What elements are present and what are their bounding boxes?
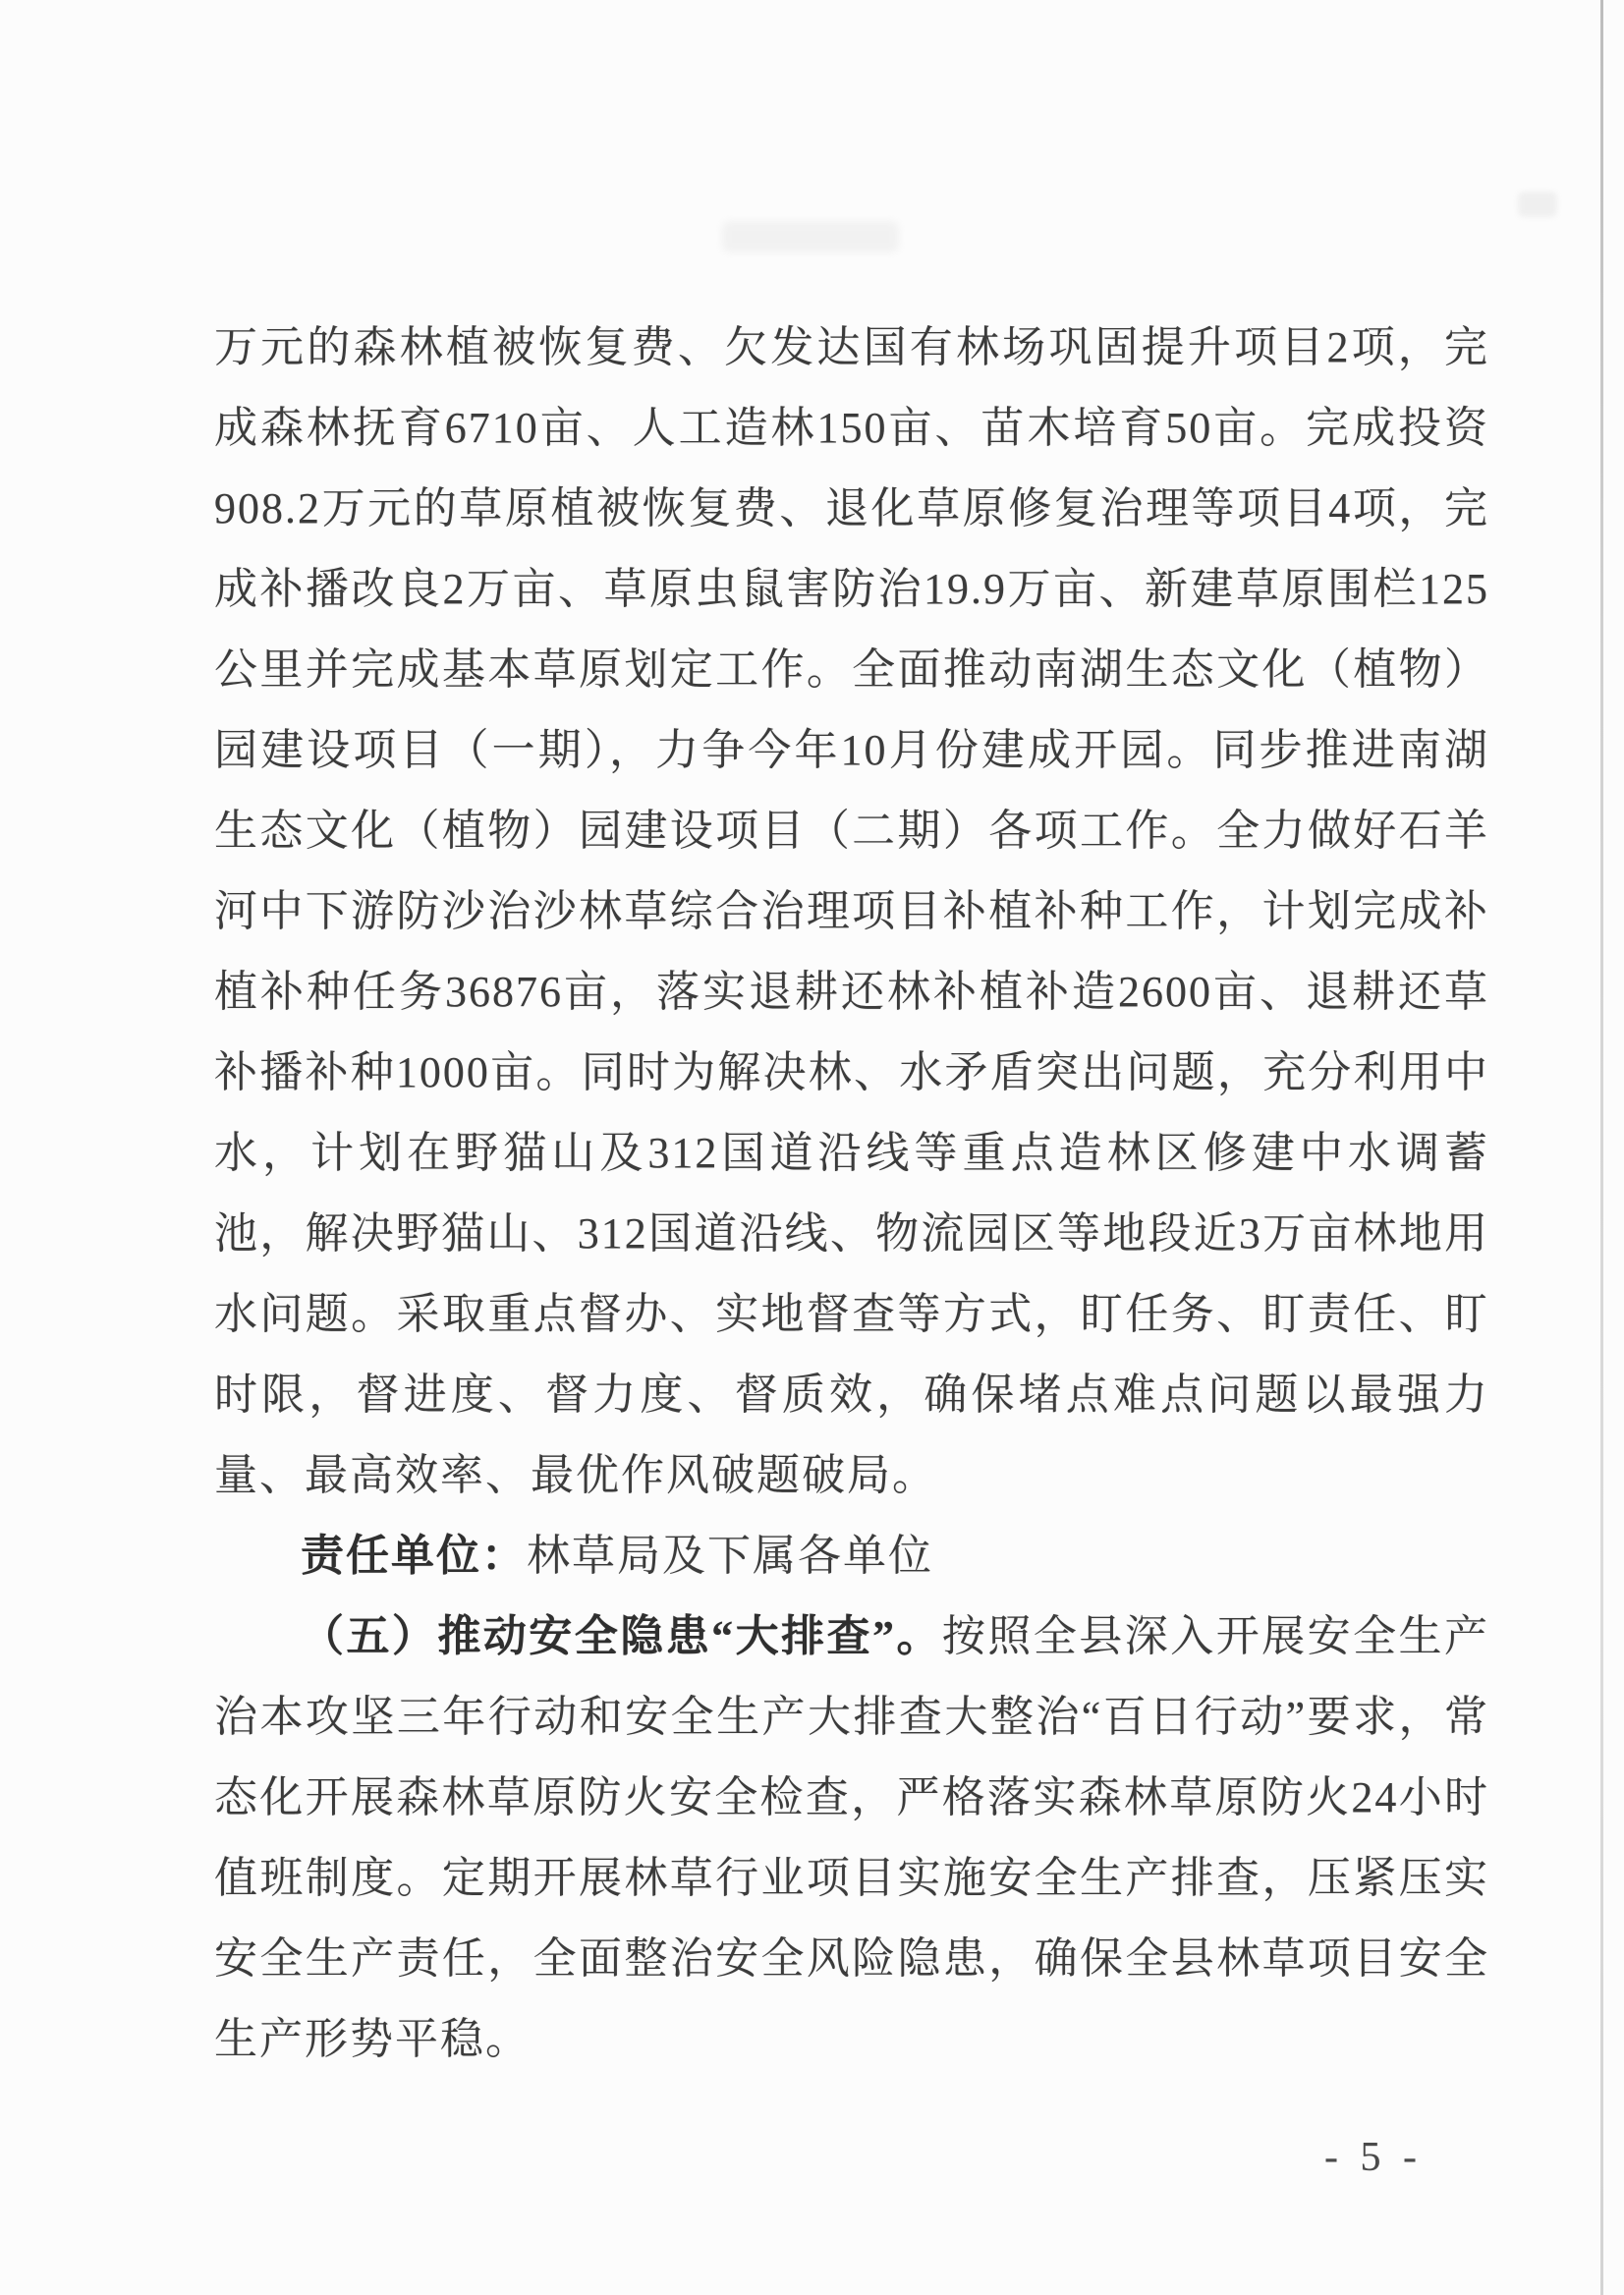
paragraph — [214, 308, 1489, 1516]
scan-smudge — [722, 221, 899, 252]
page-number: - 5 - — [1324, 2135, 1423, 2180]
document-body — [214, 308, 1489, 2080]
text-run: 万元的森林植被恢复费、欠发达国有林场巩固提升项目2项，完成森林抚育6710亩、人工造林150亩、苗木培育50亩。完成投资908.2万元的草原植被恢复费、退化草原修复治理等项目4项，完成补播改良2万亩、草原虫鼠害防治19.9万亩、新建草原围栏125公里并完成基本草原划定工作。全面推动南湖生态文化（植物）园建设项目（一期），力争今年10月份建成开园。同步推进南湖生态文化（植物）园建设项目（二期）各项工作。全力做好石羊河中下游防沙治沙林草综合治理项目补植补种工作，计划完成补植补种任务36876亩，落实退耕还林补植补造2600亩、退耕还草补播补种1000亩。同时为解决林、水矛盾突出问题，充分利用中水，计划在野猫山及312国道沿线等重点造林区修建中水调蓄池，解决野猫山、312国道沿线、物流园区等地段近3万亩林地用水问题。采取重点督办、实地督查等方式，盯任务、盯责任、盯时限，督进度、督力度、督质效，确保堵点难点问题以最强力量、最高效率、最优作风破题破局。 — [214, 323, 1489, 1499]
scan-smudge — [1518, 192, 1557, 217]
paragraph — [214, 1596, 1489, 2080]
paragraph — [214, 1516, 1489, 1596]
text-run-bold: （五）推动安全隐患“大排查”。 — [301, 1612, 942, 1660]
text-run-bold: 责任单位： — [301, 1532, 527, 1580]
scan-edge-artifact-line — [1600, 0, 1603, 2295]
text-run: 按照全县深入开展安全生产治本攻坚三年行动和安全生产大排查大整治“百日行动”要求，常态化开展森林草原防火安全检查，严格落实森林草原防火24小时值班制度。定期开展林草行业项目实施安全生产排查，压紧压实安全生产责任，全面整治安全风险隐患，确保全县林草项目安全生产形势平稳。 — [214, 1612, 1489, 2063]
text-run: 林草局及下属各单位 — [527, 1532, 933, 1580]
